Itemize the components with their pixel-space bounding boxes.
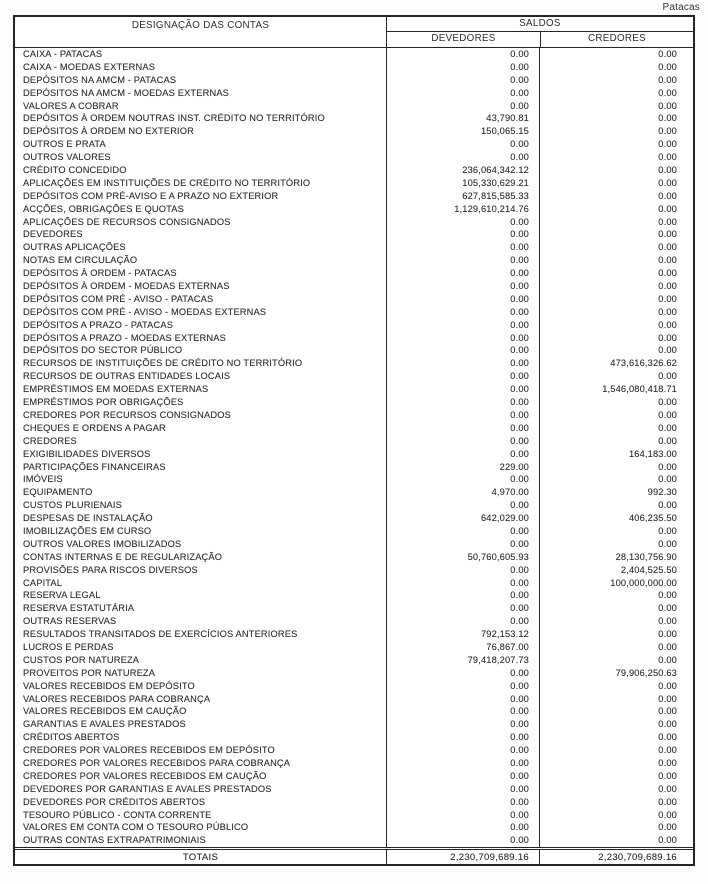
credores-value-cell: 0.00: [658, 268, 677, 279]
credores-value-cell: 406,235.50: [628, 513, 677, 524]
table-row: [15, 615, 693, 628]
table-body: [15, 48, 693, 847]
devedores-value-cell: 0.00: [387, 319, 540, 332]
devedores-value-cell: 0.00: [387, 770, 540, 783]
account-name-cell: EQUIPAMENTO: [15, 486, 387, 499]
credores-value-cell: 0.00: [658, 809, 677, 820]
saldos-subheader-row: [387, 32, 693, 47]
table-row: [15, 383, 693, 396]
devedores-value-cell: 0.00: [387, 499, 540, 512]
table-row: [15, 190, 693, 203]
table-row: [15, 344, 693, 357]
devedores-value-cell: 236,064,342.12: [387, 164, 540, 177]
table-row: [15, 809, 693, 822]
account-name-cell: CUSTOS POR NATUREZA: [15, 654, 387, 667]
table-row: [15, 783, 693, 796]
credores-value-cell: 0.00: [658, 706, 677, 717]
table-row: [15, 125, 693, 138]
table-row: [15, 486, 693, 499]
column-header-saldos: SALDOS: [387, 17, 693, 32]
account-name-cell: DEVEDORES: [15, 228, 387, 241]
table-row: [15, 306, 693, 319]
credores-value-cell: 0.00: [658, 770, 677, 781]
account-name-cell: RECURSOS DE INSTITUIÇÕES DE CRÉDITO NO TERRITÓRIO: [15, 357, 387, 370]
devedores-value-cell: 792,153.12: [387, 628, 540, 641]
table-row: [15, 177, 693, 190]
table-row: [15, 112, 693, 125]
credores-value-cell: 0.00: [658, 306, 677, 317]
account-name-cell: DEPÓSITOS DO SECTOR PÚBLICO: [15, 344, 387, 357]
credores-value-cell: 0.00: [658, 216, 677, 227]
table-row: [15, 241, 693, 254]
account-name-cell: EXIGIBILIDADES DIVERSOS: [15, 448, 387, 461]
table-row: [15, 551, 693, 564]
column-header-devedores: DEVEDORES: [431, 33, 496, 44]
table-row: [15, 100, 693, 113]
table-row: [15, 87, 693, 100]
devedores-value-cell: 0.00: [387, 370, 540, 383]
account-name-cell: DEPÓSITOS NA AMCM - MOEDAS EXTERNAS: [15, 87, 387, 100]
account-name-cell: CAIXA - MOEDAS EXTERNAS: [15, 61, 387, 74]
credores-value-cell: 0.00: [658, 293, 677, 304]
devedores-value-cell: 0.00: [387, 667, 540, 680]
currency-unit-label: Patacas: [662, 2, 700, 13]
totals-label: TOTAIS: [15, 850, 387, 866]
account-name-cell: CONTAS INTERNAS E DE REGULARIZAÇÃO: [15, 551, 387, 564]
table-row: [15, 564, 693, 577]
table-row: [15, 628, 693, 641]
account-name-cell: GARANTIAS E AVALES PRESTADOS: [15, 718, 387, 731]
account-name-cell: CREDORES POR VALORES RECEBIDOS PARA COBRANÇA: [15, 757, 387, 770]
credores-value-cell: 0.00: [658, 332, 677, 343]
credores-value-cell: 0.00: [658, 126, 677, 137]
column-header-credores: CREDORES: [540, 32, 693, 47]
credores-value-cell: 0.00: [658, 371, 677, 382]
account-name-cell: PARTICIPAÇÕES FINANCEIRAS: [15, 461, 387, 474]
account-name-cell: NOTAS EM CIRCULAÇÃO: [15, 254, 387, 267]
credores-value-cell: 0.00: [658, 732, 677, 743]
account-name-cell: DEPÓSITOS NA AMCM - PATACAS: [15, 74, 387, 87]
devedores-value-cell: 150,065.15: [387, 125, 540, 138]
account-name-cell: TESOURO PÚBLICO - CONTA CORRENTE: [15, 809, 387, 822]
account-name-cell: DEPÓSITOS À ORDEM - PATACAS: [15, 267, 387, 280]
credores-value-cell: 0.00: [658, 796, 677, 807]
devedores-value-cell: 0.00: [387, 783, 540, 796]
account-name-cell: OUTROS E PRATA: [15, 138, 387, 151]
credores-value-cell: 0.00: [658, 74, 677, 85]
account-name-cell: DEPÓSITOS COM PRÉ - AVISO - MOEDAS EXTERNAS: [15, 306, 387, 319]
account-name-cell: RESERVA ESTATUTÁRIA: [15, 602, 387, 615]
devedores-value-cell: 0.00: [387, 435, 540, 448]
devedores-value-cell: 0.00: [387, 383, 540, 396]
credores-value-cell: 0.00: [658, 139, 677, 150]
account-name-cell: DEVEDORES POR CRÉDITOS ABERTOS: [15, 796, 387, 809]
table-row: [15, 473, 693, 486]
account-name-cell: PROVISÕES PARA RISCOS DIVERSOS: [15, 564, 387, 577]
table-row: [15, 821, 693, 834]
credores-value-cell: 0.00: [658, 345, 677, 356]
credores-value-cell: 0.00: [658, 835, 677, 846]
credores-value-cell: 0.00: [658, 319, 677, 330]
devedores-value-cell: 0.00: [387, 577, 540, 590]
table-row: [15, 293, 693, 306]
table-header: [15, 17, 693, 48]
table-row: [15, 654, 693, 667]
credores-value-cell: 0.00: [658, 281, 677, 292]
table-row: [15, 448, 693, 461]
table-row: [15, 718, 693, 731]
account-name-cell: DEPÓSITOS À ORDEM - MOEDAS EXTERNAS: [15, 280, 387, 293]
table-row: [15, 422, 693, 435]
account-name-cell: OUTROS VALORES IMOBILIZADOS: [15, 538, 387, 551]
devedores-value-cell: 0.00: [387, 344, 540, 357]
devedores-value-cell: 0.00: [387, 693, 540, 706]
credores-value-cell: 0.00: [658, 177, 677, 188]
credores-value-cell: 473,616,326.62: [610, 358, 677, 369]
totals-devedores-value: 2,230,709,689.16: [387, 850, 540, 866]
devedores-value-cell: 0.00: [387, 216, 540, 229]
devedores-value-cell: 0.00: [387, 473, 540, 486]
table-row: [15, 512, 693, 525]
credores-value-cell: 0.00: [658, 203, 677, 214]
devedores-value-cell: 1,129,610,214.76: [387, 203, 540, 216]
account-name-cell: LUCROS E PERDAS: [15, 641, 387, 654]
table-row: [15, 577, 693, 590]
account-name-cell: EMPRÉSTIMOS POR OBRIGAÇÕES: [15, 396, 387, 409]
table-row: [15, 74, 693, 87]
credores-value-cell: 0.00: [658, 113, 677, 124]
account-name-cell: ACÇÕES, OBRIGAÇÕES E QUOTAS: [15, 203, 387, 216]
devedores-value-cell: 0.00: [387, 538, 540, 551]
account-name-cell: VALORES RECEBIDOS PARA COBRANÇA: [15, 693, 387, 706]
account-name-cell: PROVEITOS POR NATUREZA: [15, 667, 387, 680]
credores-value-cell: 0.00: [658, 435, 677, 446]
devedores-value-cell: 76,867.00: [387, 641, 540, 654]
table-row: [15, 396, 693, 409]
table-row: [15, 151, 693, 164]
devedores-value-cell: 0.00: [387, 705, 540, 718]
table-row: [15, 499, 693, 512]
devedores-value-cell: 50,760,605.93: [387, 551, 540, 564]
table-row: [15, 796, 693, 809]
credores-value-cell: 0.00: [658, 654, 677, 665]
devedores-value-cell: 0.00: [387, 809, 540, 822]
table-row: [15, 228, 693, 241]
account-name-cell: OUTROS VALORES: [15, 151, 387, 164]
devedores-value-cell: 0.00: [387, 267, 540, 280]
devedores-value-cell: 105,330,629.21: [387, 177, 540, 190]
devedores-value-cell: 0.00: [387, 280, 540, 293]
devedores-value-cell: 0.00: [387, 332, 540, 345]
devedores-value-cell: 0.00: [387, 306, 540, 319]
table-row: [15, 589, 693, 602]
devedores-value-cell: 0.00: [387, 718, 540, 731]
account-name-cell: IMÓVEIS: [15, 473, 387, 486]
devedores-value-cell: 0.00: [387, 48, 540, 61]
table-row: [15, 409, 693, 422]
account-name-cell: CAIXA - PATACAS: [15, 48, 387, 61]
devedores-value-cell: 0.00: [387, 293, 540, 306]
totals-credores-value: 2,230,709,689.16: [598, 852, 677, 864]
devedores-value-cell: 0.00: [387, 821, 540, 834]
credores-value-cell: 100,000,000.00: [610, 577, 677, 588]
devedores-value-cell: 0.00: [387, 731, 540, 744]
account-name-cell: DEPÓSITOS A PRAZO - PATACAS: [15, 319, 387, 332]
account-name-cell: OUTRAS APLICAÇÕES: [15, 241, 387, 254]
account-name-cell: CUSTOS PLURIENAIS: [15, 499, 387, 512]
account-name-cell: DEPÓSITOS COM PRÉ-AVISO E A PRAZO NO EXTERIOR: [15, 190, 387, 203]
account-name-cell: DEVEDORES POR GARANTIAS E AVALES PRESTADOS: [15, 783, 387, 796]
table-row: [15, 693, 693, 706]
account-name-cell: RECURSOS DE OUTRAS ENTIDADES LOCAIS: [15, 370, 387, 383]
account-name-cell: CREDORES POR VALORES RECEBIDOS EM CAUÇÃO: [15, 770, 387, 783]
credores-value-cell: 0.00: [658, 409, 677, 420]
table-row: [15, 203, 693, 216]
devedores-value-cell: 0.00: [387, 151, 540, 164]
totals-row: [15, 847, 693, 864]
credores-value-cell: 164,183.00: [628, 448, 677, 459]
credores-value-cell: 1,546,080,418.71: [602, 384, 677, 395]
devedores-value-cell: 0.00: [387, 87, 540, 100]
devedores-value-cell: 0.00: [387, 241, 540, 254]
credores-value-cell: 992.30: [647, 487, 677, 498]
devedores-value-cell: 0.00: [387, 228, 540, 241]
credores-value-cell: 0.00: [658, 229, 677, 240]
devedores-value-cell: 0.00: [387, 138, 540, 151]
devedores-value-cell: 4,970.00: [387, 486, 540, 499]
credores-value-cell: 2,404,525.50: [620, 564, 677, 575]
account-name-cell: DESPESAS DE INSTALAÇÃO: [15, 512, 387, 525]
table-row: [15, 370, 693, 383]
table-row: [15, 48, 693, 61]
table-row: [15, 744, 693, 757]
credores-value-cell: 0.00: [658, 525, 677, 536]
credores-value-cell: 0.00: [658, 190, 677, 201]
credores-value-cell: 0.00: [658, 616, 677, 627]
devedores-value-cell: 642,029.00: [387, 512, 540, 525]
account-name-cell: CHEQUES E ORDENS A PAGAR: [15, 422, 387, 435]
devedores-value-cell: 0.00: [387, 834, 540, 847]
devedores-value-cell: 79,418,207.73: [387, 654, 540, 667]
devedores-value-cell: 0.00: [387, 422, 540, 435]
devedores-value-cell: 0.00: [387, 615, 540, 628]
table-row: [15, 731, 693, 744]
credores-value-cell: 0.00: [658, 87, 677, 98]
devedores-value-cell: 0.00: [387, 396, 540, 409]
account-name-cell: CRÉDITO CONCEDIDO: [15, 164, 387, 177]
table-row: [15, 280, 693, 293]
account-name-cell: OUTRAS CONTAS EXTRAPATRIMONIAIS: [15, 834, 387, 847]
devedores-value-cell: 0.00: [387, 448, 540, 461]
credores-value-cell: 0.00: [658, 757, 677, 768]
credores-value-cell: 0.00: [658, 822, 677, 833]
table-row: [15, 757, 693, 770]
table-row: [15, 319, 693, 332]
credores-value-cell: 0.00: [658, 745, 677, 756]
credores-value-cell: 28,130,756.90: [615, 551, 677, 562]
account-name-cell: DEPÓSITOS COM PRÉ - AVISO - PATACAS: [15, 293, 387, 306]
table-row: [15, 267, 693, 280]
account-name-cell: EMPRÉSTIMOS EM MOEDAS EXTERNAS: [15, 383, 387, 396]
table-row: [15, 667, 693, 680]
account-name-cell: CREDORES POR RECURSOS CONSIGNADOS: [15, 409, 387, 422]
account-name-cell: VALORES EM CONTA COM O TESOURO PÚBLICO: [15, 821, 387, 834]
account-name-cell: APLICAÇÕES EM INSTITUIÇÕES DE CRÉDITO NO TERRITÓRIO: [15, 177, 387, 190]
devedores-value-cell: 0.00: [387, 744, 540, 757]
credores-value-cell: 0.00: [658, 397, 677, 408]
devedores-value-cell: 0.00: [387, 254, 540, 267]
table-row: [15, 834, 693, 847]
devedores-value-cell: 0.00: [387, 757, 540, 770]
credores-value-cell: 0.00: [658, 719, 677, 730]
saldos-header-group: [387, 17, 693, 47]
table-row: [15, 602, 693, 615]
devedores-value-cell: 0.00: [387, 589, 540, 602]
devedores-value-cell: 627,815,585.33: [387, 190, 540, 203]
devedores-value-cell: 0.00: [387, 602, 540, 615]
table-row: [15, 525, 693, 538]
account-name-cell: VALORES RECEBIDOS EM DEPÓSITO: [15, 680, 387, 693]
table-row: [15, 705, 693, 718]
table-row: [15, 641, 693, 654]
devedores-value-cell: 43,790.81: [387, 112, 540, 125]
account-name-cell: RESERVA LEGAL: [15, 589, 387, 602]
account-name-cell: CREDORES POR VALORES RECEBIDOS EM DEPÓSITO: [15, 744, 387, 757]
credores-value-cell: 0.00: [658, 422, 677, 433]
trial-balance-table: [13, 15, 695, 866]
table-row: [15, 680, 693, 693]
table-row: [15, 61, 693, 74]
credores-value-cell: 0.00: [658, 165, 677, 176]
credores-value-cell: 0.00: [658, 152, 677, 163]
credores-value-cell: 0.00: [658, 242, 677, 253]
devedores-value-cell: 0.00: [387, 357, 540, 370]
table-row: [15, 332, 693, 345]
credores-value-cell: 0.00: [658, 474, 677, 485]
devedores-value-cell: 0.00: [387, 409, 540, 422]
devedores-value-cell: 0.00: [387, 680, 540, 693]
table-row: [15, 538, 693, 551]
account-name-cell: IMOBILIZAÇÕES EM CURSO: [15, 525, 387, 538]
devedores-value-cell: 0.00: [387, 525, 540, 538]
credores-value-cell: 0.00: [658, 680, 677, 691]
column-header-designacao: DESIGNAÇÃO DAS CONTAS: [15, 17, 387, 47]
table-row: [15, 357, 693, 370]
account-name-cell: CREDORES: [15, 435, 387, 448]
devedores-value-cell: 0.00: [387, 100, 540, 113]
devedores-value-cell: 0.00: [387, 564, 540, 577]
account-name-cell: DEPÓSITOS À ORDEM NOUTRAS INST. CRÉDITO NO TERRITÓRIO: [15, 112, 387, 125]
table-row: [15, 216, 693, 229]
credores-value-cell: 0.00: [658, 61, 677, 72]
table-row: [15, 164, 693, 177]
devedores-value-cell: 0.00: [387, 74, 540, 87]
devedores-value-cell: 0.00: [387, 796, 540, 809]
credores-value-cell: 0.00: [658, 500, 677, 511]
table-row: [15, 435, 693, 448]
credores-value-cell: 0.00: [658, 783, 677, 794]
credores-value-cell: 0.00: [658, 693, 677, 704]
account-name-cell: DEPÓSITOS À ORDEM NO EXTERIOR: [15, 125, 387, 138]
table-row: [15, 254, 693, 267]
credores-value-cell: 0.00: [658, 641, 677, 652]
credores-value-cell: 0.00: [658, 100, 677, 111]
credores-value-cell: 0.00: [658, 49, 677, 59]
account-name-cell: DEPÓSITOS A PRAZO - MOEDAS EXTERNAS: [15, 332, 387, 345]
account-name-cell: APLICAÇÕES DE RECURSOS CONSIGNADOS: [15, 216, 387, 229]
credores-value-cell: 0.00: [658, 538, 677, 549]
account-name-cell: VALORES A COBRAR: [15, 100, 387, 113]
account-name-cell: RESULTADOS TRANSITADOS DE EXERCÍCIOS ANTERIORES: [15, 628, 387, 641]
account-name-cell: OUTRAS RESERVAS: [15, 615, 387, 628]
devedores-value-cell: 229.00: [387, 461, 540, 474]
credores-value-cell: 0.00: [658, 629, 677, 640]
table-row: [15, 461, 693, 474]
account-name-cell: VALORES RECEBIDOS EM CAUÇÃO: [15, 705, 387, 718]
account-name-cell: CRÉDITOS ABERTOS: [15, 731, 387, 744]
table-row: [15, 770, 693, 783]
credores-value-cell: 79,906,250.63: [615, 667, 677, 678]
credores-value-cell: 0.00: [658, 461, 677, 472]
credores-value-cell: 0.00: [658, 255, 677, 266]
devedores-value-cell: 0.00: [387, 61, 540, 74]
account-name-cell: CAPITAL: [15, 577, 387, 590]
table-row: [15, 138, 693, 151]
credores-value-cell: 0.00: [658, 590, 677, 601]
credores-value-cell: 0.00: [658, 603, 677, 614]
